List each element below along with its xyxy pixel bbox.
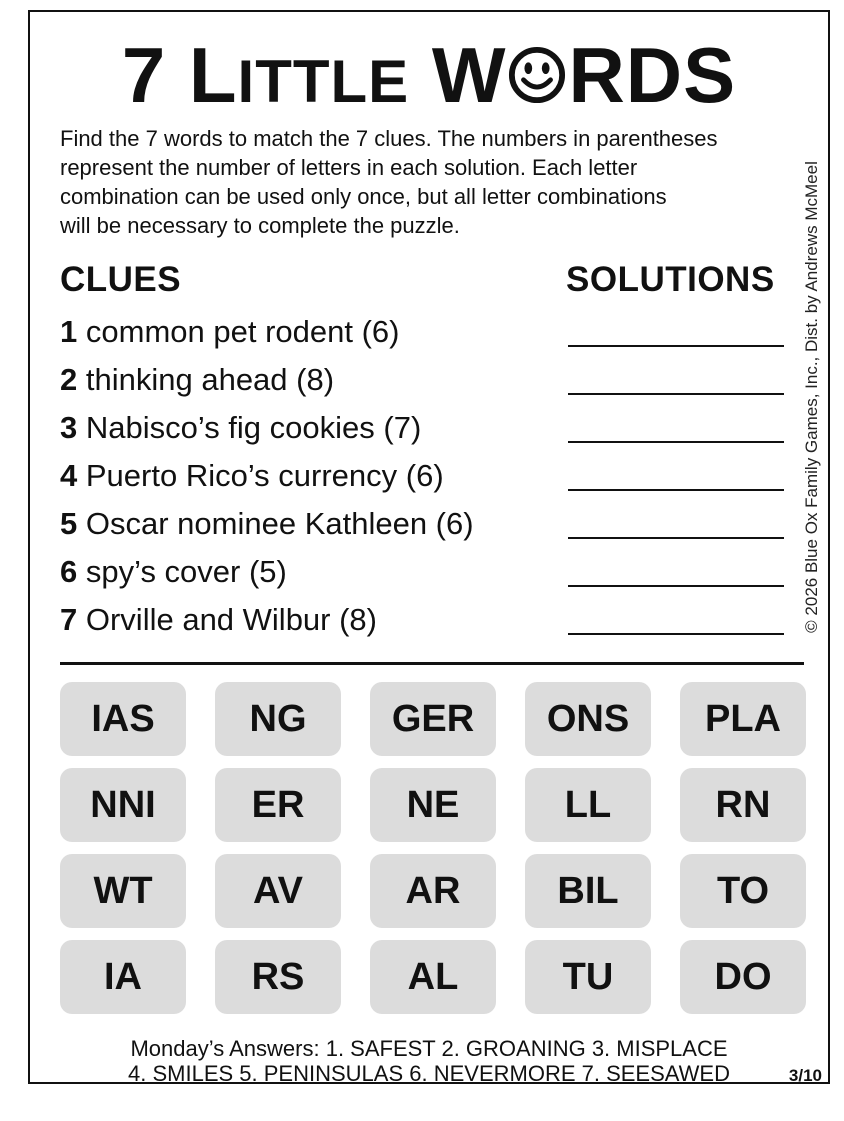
- answers-line-2: 4. SMILES 5. PENINSULAS 6. NEVERMORE 7. SEESAWED: [128, 1061, 730, 1086]
- previous-answers: [30, 1036, 828, 1086]
- letter-tile[interactable]: NE: [370, 768, 496, 842]
- puzzle-title: 7 LITTLE W RDS: [121, 31, 737, 119]
- clue-6: 6 spy’s cover (5): [60, 554, 287, 589]
- solution-line-2[interactable]: [568, 393, 784, 395]
- solution-line-5[interactable]: [568, 537, 784, 539]
- solution-line-4[interactable]: [568, 489, 784, 491]
- solution-line-7[interactable]: [568, 633, 784, 635]
- letter-tile[interactable]: NG: [215, 682, 341, 756]
- letter-tile[interactable]: IA: [60, 940, 186, 1014]
- letter-tile[interactable]: BIL: [525, 854, 651, 928]
- clue-4: 4 Puerto Rico’s currency (6): [60, 458, 444, 493]
- clue-5: 5 Oscar nominee Kathleen (6): [60, 506, 474, 541]
- clues-header: CLUES: [60, 260, 182, 299]
- letter-tile[interactable]: TU: [525, 940, 651, 1014]
- letter-tile[interactable]: WT: [60, 854, 186, 928]
- clue-2: 2 thinking ahead (8): [60, 362, 335, 397]
- letter-tile[interactable]: AV: [215, 854, 341, 928]
- divider-line: [60, 662, 804, 665]
- solution-line-1[interactable]: [568, 345, 784, 347]
- letter-tile[interactable]: TO: [680, 854, 806, 928]
- solution-line-3[interactable]: [568, 441, 784, 443]
- letter-tile[interactable]: DO: [680, 940, 806, 1014]
- solutions-header: SOLUTIONS: [566, 260, 775, 299]
- copyright-credit: © 2026 Blue Ox Family Games, Inc., Dist. by Andrews McMeel: [802, 161, 821, 633]
- instructions: Find the 7 words to match the 7 clues. The numbers in parentheses represent the number of letters in each solution. Each letter combination can be used only once, but all letter combinations will be necessary to complete the puzzle.: [60, 126, 718, 238]
- letter-tile[interactable]: PLA: [680, 682, 806, 756]
- puzzle-date: 3/10: [788, 1066, 822, 1085]
- clue-7: 7 Orville and Wilbur (8): [60, 602, 377, 637]
- letter-tile[interactable]: IAS: [60, 682, 186, 756]
- letter-tile[interactable]: RS: [215, 940, 341, 1014]
- letter-tile[interactable]: ER: [215, 768, 341, 842]
- letter-tile[interactable]: AR: [370, 854, 496, 928]
- letter-tile[interactable]: AL: [370, 940, 496, 1014]
- letter-tile[interactable]: ONS: [525, 682, 651, 756]
- smiley-face-icon: [508, 46, 566, 104]
- letter-tile[interactable]: GER: [370, 682, 496, 756]
- puzzle-frame: [28, 10, 830, 1084]
- clue-3: 3 Nabisco’s fig cookies (7): [60, 410, 422, 445]
- letter-tile[interactable]: NNI: [60, 768, 186, 842]
- clue-1: 1 common pet rodent (6): [60, 314, 400, 349]
- answers-line-1: Monday’s Answers: 1. SAFEST 2. GROANING 3. MISPLACE: [130, 1036, 728, 1061]
- solution-line-6[interactable]: [568, 585, 784, 587]
- letter-tile[interactable]: LL: [525, 768, 651, 842]
- letter-tile[interactable]: RN: [680, 768, 806, 842]
